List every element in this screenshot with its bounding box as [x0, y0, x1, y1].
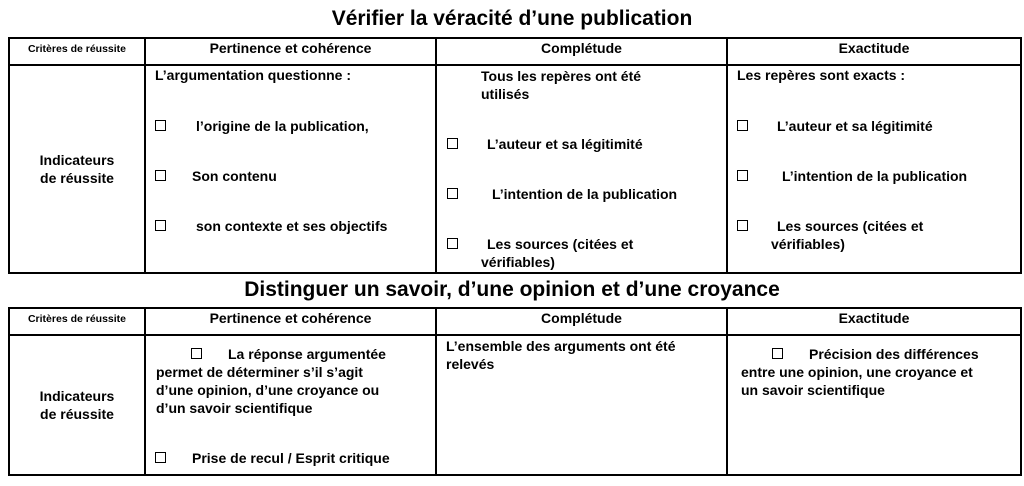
item-label: L’auteur et sa légitimité: [777, 118, 933, 134]
item-label-continued: d’une opinion, d’une croyance ou: [156, 382, 380, 398]
header-exactitude: Exactitude: [727, 38, 1021, 65]
checkbox-icon[interactable]: [447, 238, 458, 249]
item-label: La réponse argumentée: [228, 346, 386, 362]
header-exactitude: Exactitude: [727, 308, 1021, 335]
pertinence-cell: [145, 335, 436, 475]
completude-cell: [436, 335, 727, 475]
table1: [8, 37, 1022, 274]
header-pertinence: Pertinence et cohérence: [145, 308, 436, 335]
item-label: Son contenu: [192, 168, 277, 184]
exactitude-intro: Les repères sont exacts :: [737, 67, 906, 83]
item-label-continued: d’un savoir scientifique: [156, 400, 313, 416]
checkbox-icon[interactable]: [737, 170, 748, 181]
item-label: L’intention de la publication: [492, 186, 678, 202]
exactitude-cell: [727, 335, 1021, 475]
checklist-item: [447, 185, 677, 203]
header-completude: Complétude: [436, 308, 727, 335]
pertinence-cell: [145, 65, 436, 273]
item-label: l’origine de la publication,: [196, 118, 369, 134]
checklist-item: [447, 135, 643, 153]
row-label-indicateurs: [9, 65, 145, 273]
checkbox-icon[interactable]: [155, 220, 166, 231]
checkbox-icon[interactable]: [737, 220, 748, 231]
table2: [8, 307, 1022, 476]
checklist-item: [191, 345, 386, 363]
table2-indicator-row: [9, 335, 1021, 475]
row-label-text: Indicateurs de réussite: [39, 388, 115, 422]
checklist-item: [772, 345, 979, 363]
item-label: Prise de recul / Esprit critique: [192, 450, 390, 466]
checkbox-icon[interactable]: [155, 120, 166, 131]
completude-text-line1: L’ensemble des arguments ont été: [446, 338, 676, 354]
checklist-item: [737, 117, 933, 135]
completude-intro-line2: utilisés: [481, 86, 530, 102]
criteria-header: Critères de réussite: [9, 38, 145, 65]
checkbox-icon[interactable]: [447, 138, 458, 149]
item-label-continued: vérifiables): [771, 236, 845, 252]
table1-header-row: [9, 38, 1021, 65]
checklist-item: [155, 167, 277, 185]
item-label: Précision des différences: [809, 346, 979, 362]
item-label: son contexte et ses objectifs: [196, 218, 388, 234]
item-label: L’intention de la publication: [782, 168, 968, 184]
checklist-item: [447, 235, 633, 253]
checkbox-icon[interactable]: [155, 452, 166, 463]
table1-indicator-row: [9, 65, 1021, 273]
checkbox-icon[interactable]: [772, 348, 783, 359]
criteria-header: Critères de réussite: [9, 308, 145, 335]
table1-title: Vérifier la véracité d’une publication: [331, 7, 693, 30]
checklist-item: [155, 449, 390, 467]
checklist-item: [737, 167, 967, 185]
item-label-continued: entre une opinion, une croyance et: [741, 364, 973, 380]
item-label-continued: un savoir scientifique: [741, 382, 885, 398]
item-label-continued: permet de déterminer s’il s’agit: [156, 364, 363, 380]
checkbox-icon[interactable]: [191, 348, 202, 359]
checklist-item: [155, 217, 387, 235]
checkbox-icon[interactable]: [447, 188, 458, 199]
checklist-item: [155, 117, 369, 135]
checkbox-icon[interactable]: [737, 120, 748, 131]
row-label-indicateurs: [9, 335, 145, 475]
pertinence-intro: L’argumentation questionne :: [155, 67, 352, 83]
completude-cell: [436, 65, 727, 273]
item-label-continued: vérifiables): [481, 254, 555, 270]
row-label-text: Indicateurs de réussite: [39, 152, 115, 186]
completude-text-line2: relevés: [446, 356, 495, 372]
table2-title: Distinguer un savoir, d’une opinion et d’une croyance: [244, 278, 780, 301]
item-label: Les sources (citées et: [777, 218, 924, 234]
header-completude: Complétude: [436, 38, 727, 65]
exactitude-cell: [727, 65, 1021, 273]
header-pertinence: Pertinence et cohérence: [145, 38, 436, 65]
table2-header-row: [9, 308, 1021, 335]
item-label: L’auteur et sa légitimité: [487, 136, 643, 152]
item-label: Les sources (citées et: [487, 236, 634, 252]
checklist-item: [737, 217, 923, 235]
completude-intro-line1: Tous les repères ont été: [481, 68, 642, 84]
checkbox-icon[interactable]: [155, 170, 166, 181]
